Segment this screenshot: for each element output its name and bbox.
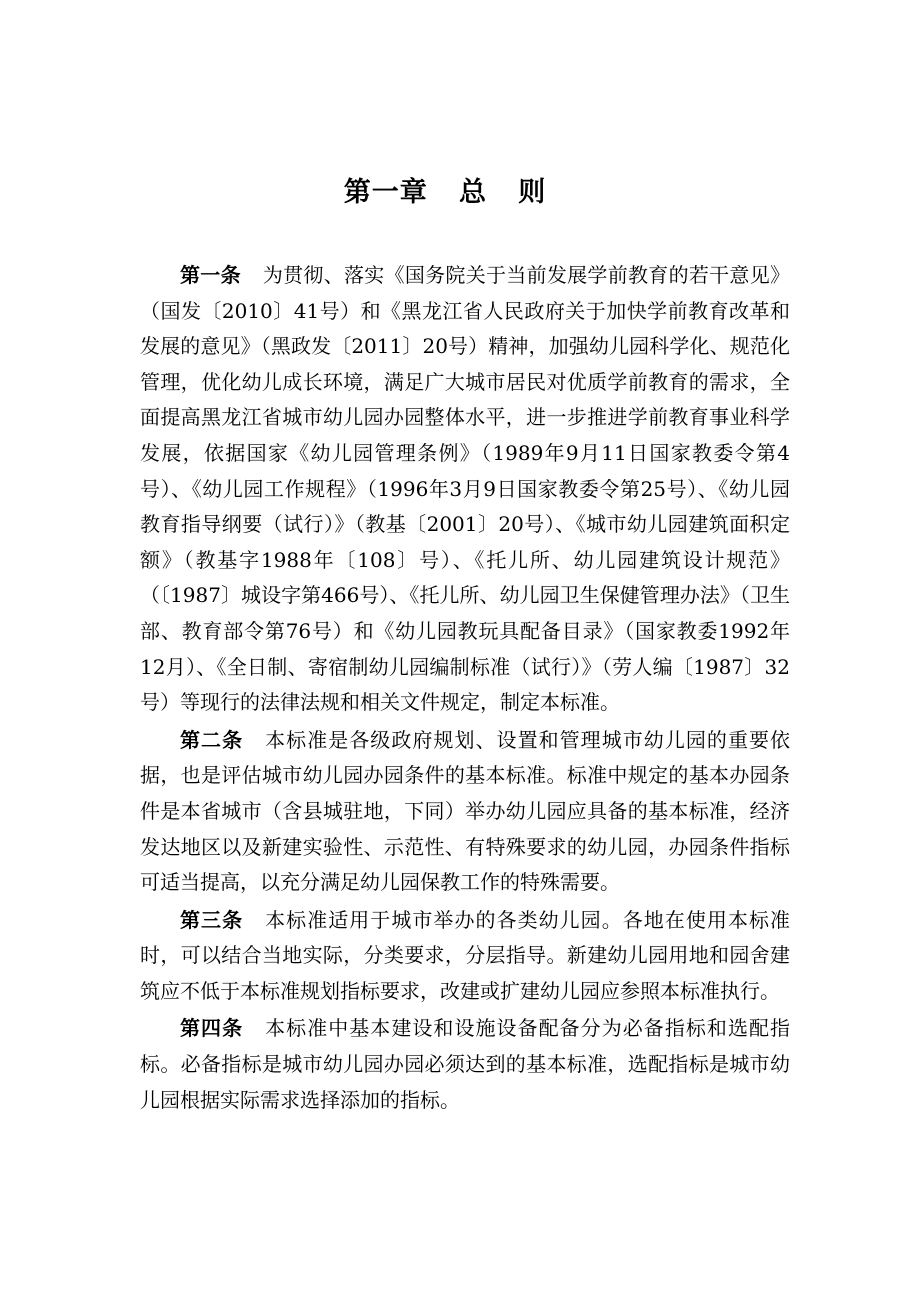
article-label: 第三条 [180,907,244,932]
chapter-title: 第一章 总 则 [343,177,547,208]
article-3 [140,903,790,1010]
chapter-body [140,258,790,1120]
article-text: 本标准适用于城市举办的各类幼儿园。各地在使用本标准时，可以结合当地实际，分类要求，分层指导。新建幼儿园用地和园舍建筑应不低于本标准规划指标要求，改建或扩建幼儿园应参照本标准执行。 [140,907,791,1003]
article-text: 为贯彻、落实《国务院关于当前发展学前教育的若干意见》（国发〔2010〕41号）和《黑龙江省人民政府关于加快学前教育改革和发展的意见》（黑政发〔2011〕20号）精神，加强幼儿园科学化、规范化管理，优化幼儿成长环境，满足广大城市居民对优质学前教育的需求，全面提高黑龙江省城市幼儿园办园整体水平，进一步推进学前教育事业科学发展，依据国家《幼儿园管理条例》（1989年9月11日国家教委令第4号）、《幼儿园工作规程》（1996年3月9日国家教委令第25号）、《幼儿园教育指导纲要（试行）》（教基〔2001〕20号）、《城市幼儿园建筑面积定额》（教基字1988年〔108〕号）、《托儿所、幼儿园建筑设计规范》（〔1987〕城设字第466号）、《托儿所、幼儿园卫生保健管理办法》（卫生部、教育部令第76号）和《幼儿园教玩具配备目录》（国家教委1992年12月）、《全日制、寄宿制幼儿园编制标准（试行）》（劳人编〔1987〕32号）等现行的法律法规和相关文件规定，制定本标准。 [140,263,791,715]
article-4 [140,1011,790,1118]
article-label: 第四条 [180,1016,244,1041]
article-2 [140,723,790,901]
article-label: 第一条 [180,263,241,287]
article-1 [140,258,790,721]
article-text: 本标准中基本建设和设施设备配备分为必备指标和选配指标。必备指标是城市幼儿园办园必须达到的基本标准，选配指标是城市幼儿园根据实际需求选择添加的指标。 [140,1016,791,1112]
article-label: 第二条 [180,727,244,752]
article-text: 本标准是各级政府规划、设置和管理城市幼儿园的重要依据，也是评估城市幼儿园办园条件的基本标准。标准中规定的基本办园条件是本省城市（含县城驻地，下同）举办幼儿园应具备的基本标准，经济发达地区以及新建实验性、示范性、有特殊要求的幼儿园，办园条件指标可适当提高，以充分满足幼儿园保教工作的特殊需要。 [140,727,791,895]
